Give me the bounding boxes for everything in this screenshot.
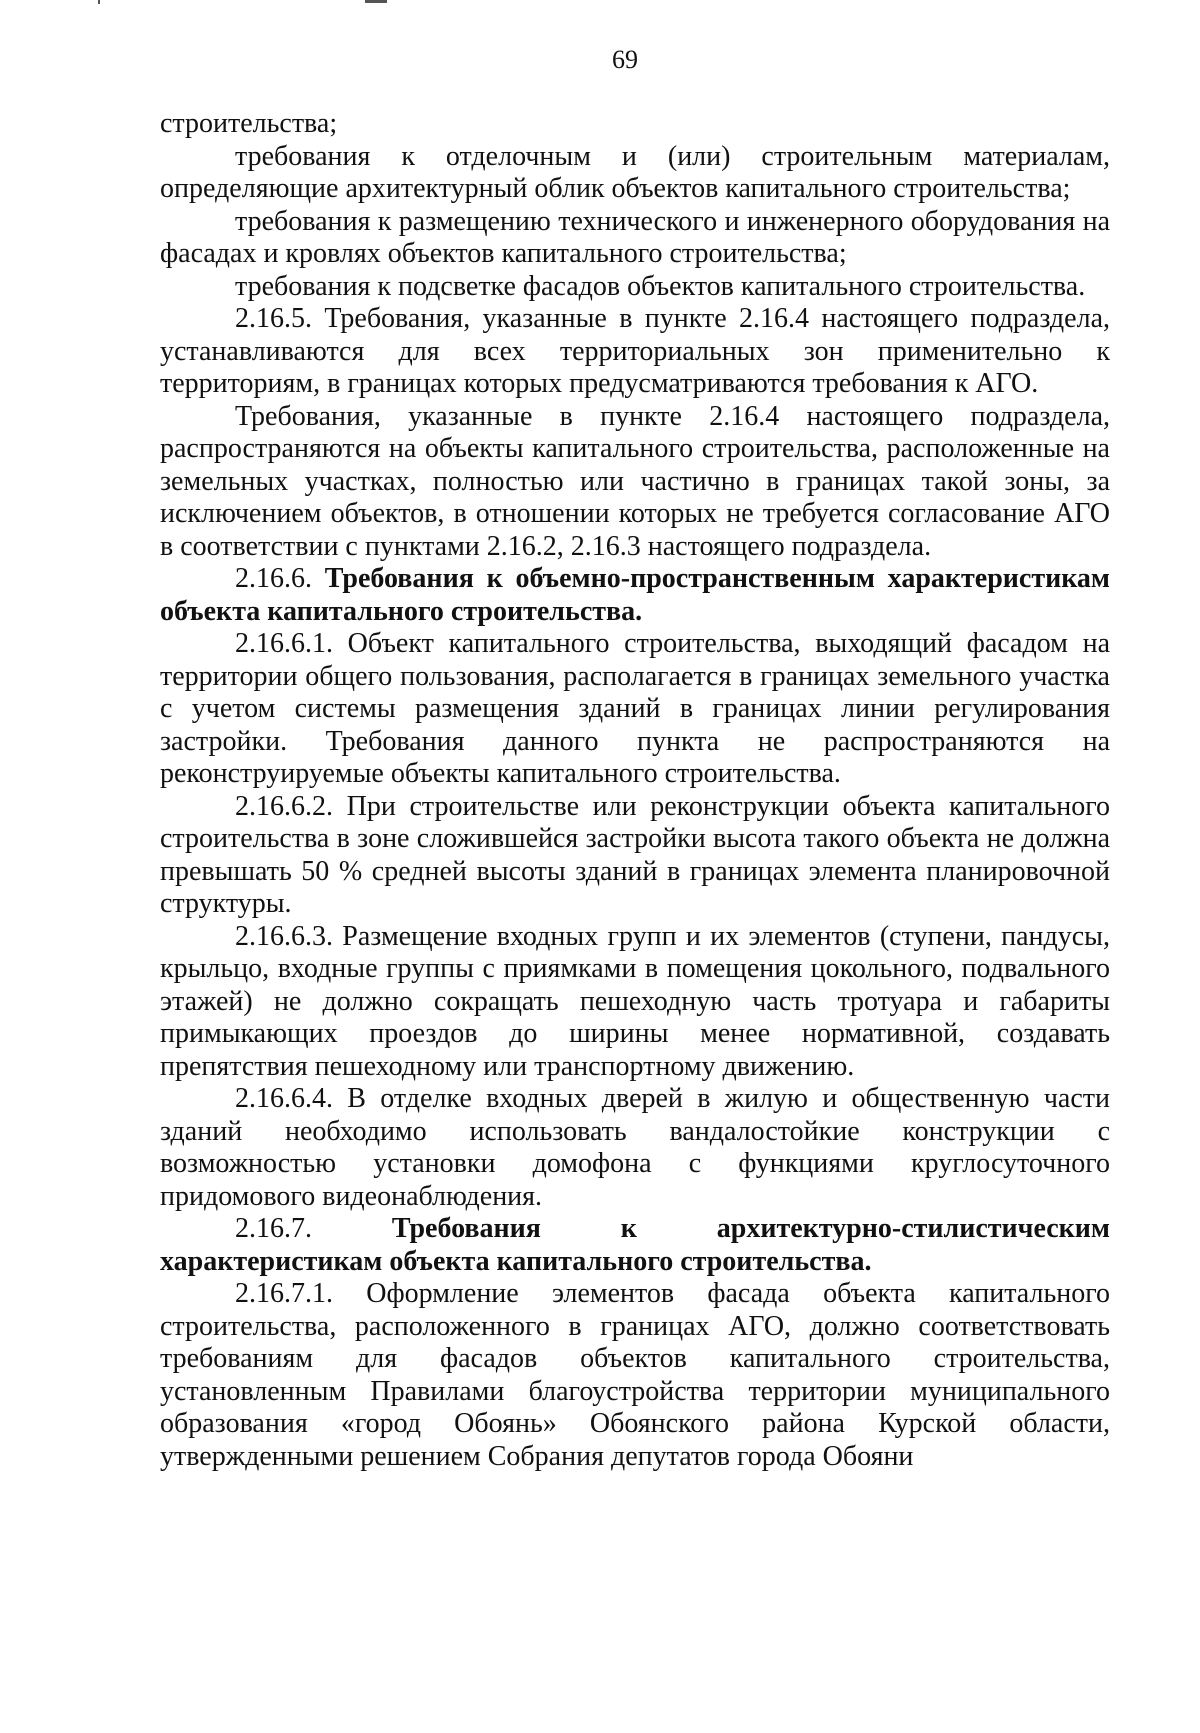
paragraph: требования к размещению технического и инженерного оборудования на фасадах и кровлях объектов капитального строительства;: [160, 205, 1110, 269]
paragraph: Требования, указанные в пункте 2.16.4 настоящего подраздела, распространяются на объекты капитального строительства, расположенные на земельных участках, полностью или частично в границах такой зоны, за исключением объектов, в отношении которых не требуется согласование АГО в соответствии с пунктами 2.16.2, 2.16.3 настоящего подраздела.: [160, 400, 1110, 562]
paragraph: 2.16.6.1. Объект капитального строительства, выходящий фасадом на территории общего пользования, располагается в границах земельного участка с учетом системы размещения зданий в границах линии регулирования застройки. Требования данного пункта не распространяются на реконструируемые объекты капитального строительства.: [160, 628, 1110, 789]
section-title: Требования к объемно-пространственным характеристикам объекта капитального строительства.: [160, 563, 1111, 627]
page-number: 69: [612, 45, 638, 74]
paragraph: требования к отделочным и (или) строительным материалам, определяющие архитектурный облик объектов капитального строительства;: [160, 140, 1110, 204]
section-number: 2.16.6.: [235, 563, 312, 594]
paragraph: строительства;: [160, 108, 338, 139]
section-heading: [160, 563, 1110, 628]
paragraph: 2.16.7.1. Оформление элементов фасада объекта капитального строительства, расположенного в границах АГО, должно соответствовать требованиям для фасадов объектов капитального строительства, установленным Правилами благоустройства территории муниципального образования «город Обоянь» Обоянского района Курской области, утвержденными решением Собрания депутатов города Обояни: [160, 1278, 1110, 1472]
paragraph: 2.16.5. Требования, указанные в пункте 2.16.4 настоящего подраздела, устанавливаются для всех территориальных зон применительно к территориям, в границах которых предусматриваются требования к АГО.: [160, 303, 1110, 399]
section-title: Требования к архитектурно-стилистическим характеристикам объекта капитального строительства.: [160, 1213, 1110, 1277]
document-body: [160, 108, 1110, 1473]
paragraph: 2.16.6.4. В отделке входных дверей в жилую и общественную части зданий необходимо использовать вандалостойкие конструкции с возможностью установки домофона с функциями круглосуточного придомового видеонаблюдения.: [160, 1083, 1110, 1212]
paragraph: 2.16.6.3. Размещение входных групп и их элементов (ступени, пандусы, крыльцо, входные группы с приямками в помещения цокольного, подвального этажей) не должно сокращать пешеходную часть тротуара и габариты примыкающих проездов до ширины менее нормативной, создавать препятствия пешеходному или транспортному движению.: [160, 920, 1110, 1082]
scan-artifact: [98, 0, 100, 4]
section-heading: [160, 1213, 1110, 1278]
scan-artifact: [365, 0, 387, 3]
section-number: 2.16.7.: [235, 1213, 312, 1244]
paragraph: 2.16.6.2. При строительстве или реконструкции объекта капитального строительства в зоне сложившейся застройки высота такого объекта не должна превышать 50 % средней высоты зданий в границах элемента планировочной структуры.: [160, 790, 1110, 919]
paragraph: требования к подсветке фасадов объектов капитального строительства.: [235, 270, 1086, 302]
